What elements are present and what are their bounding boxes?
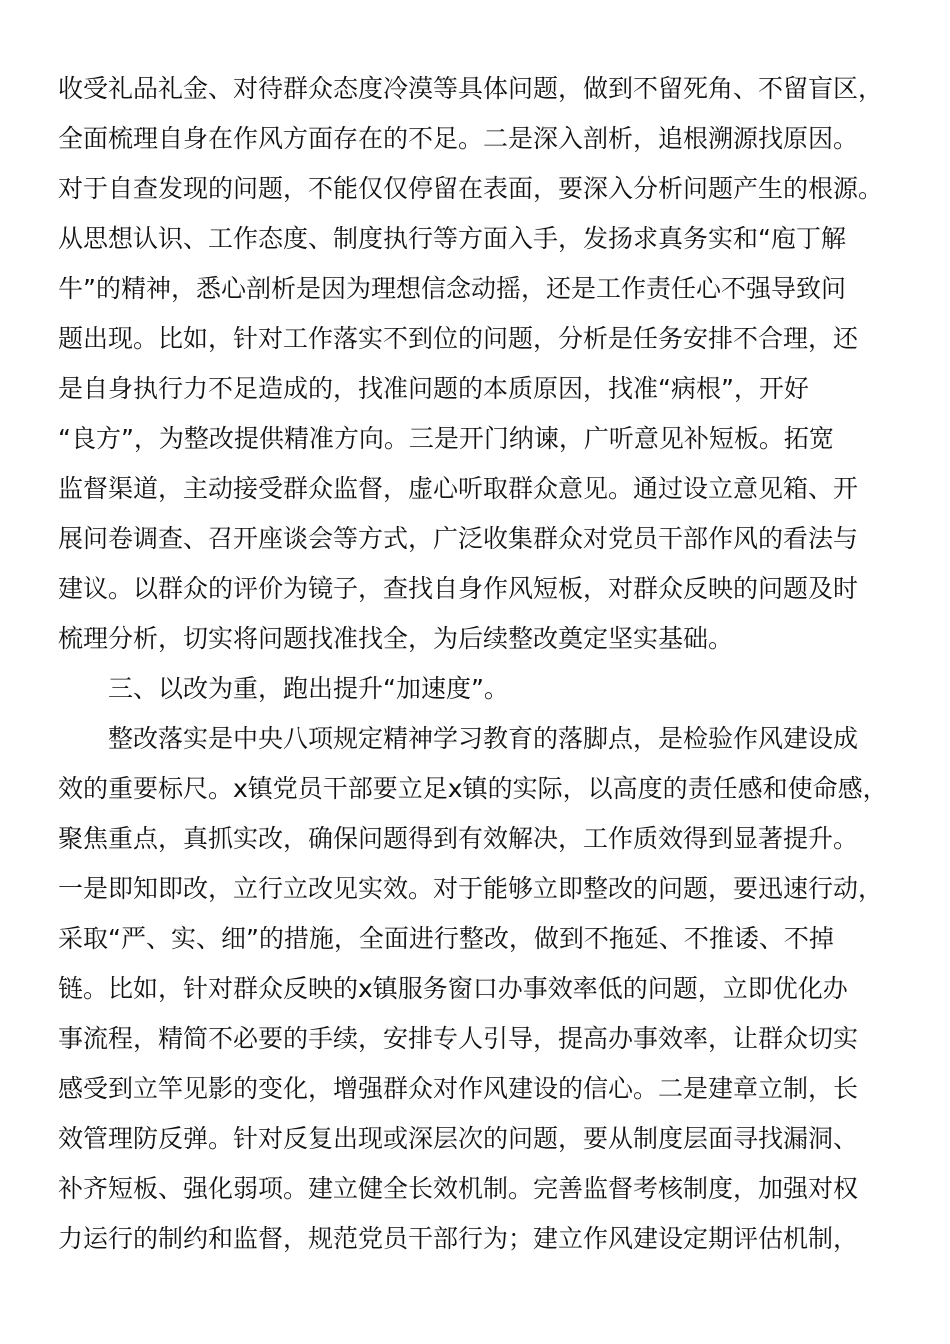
text-line: 效的重要标尺。x镇党员干部要立足x镇的实际，以高度的责任感和使命感， [58,774,888,803]
text-line: 梳理分析，切实将问题找准找全，为后续整改奠定坚实基础。 [58,624,734,653]
text-line: 牛”的精神，悉心剖析是因为理想信念动摇，还是工作责任心不强导致问 [58,274,846,303]
text-line: 聚焦重点，真抓实改，确保问题得到有效解决，工作质效得到显著提升。 [58,824,859,853]
text-line: 建议。以群众的评价为镜子，查找自身作风短板，对群众反映的问题及时 [58,574,859,603]
text-line: “良方”，为整改提供精准方向。三是开门纳谏，广听意见补短板。拓宽 [58,424,834,453]
text-line: 效管理防反弹。针对反复出现或深层次的问题，要从制度层面寻找漏洞、 [58,1124,859,1153]
text-line: 力运行的制约和监督，规范党员干部行为；建立作风建设定期评估机制， [58,1224,859,1253]
text-line: 从思想认识、工作态度、制度执行等方面入手，发扬求真务实和“庖丁解 [58,224,846,253]
text-line: 链。比如，针对群众反映的x镇服务窗口办事效率低的问题，立即优化办 [58,974,848,1003]
text-line: 三、以改为重，跑出提升“加速度”。 [58,674,509,703]
text-line: 一是即知即改，立行立改见实效。对于能够立即整改的问题，要迅速行动， [58,874,884,903]
text-line: 事流程，精简不必要的手续，安排专人引导，提高办事效率，让群众切实 [58,1024,859,1053]
text-line: 收受礼品礼金、对待群众态度冷漠等具体问题，做到不留死角、不留盲区， [58,74,884,103]
text-line: 对于自查发现的问题，不能仅仅停留在表面，要深入分析问题产生的根源。 [58,174,884,203]
text-line: 监督渠道，主动接受群众监督，虚心听取群众意见。通过设立意见箱、开 [58,474,859,503]
text-line: 全面梳理自身在作风方面存在的不足。二是深入剖析，追根溯源找原因。 [58,124,859,153]
text-line: 感受到立竿见影的变化，增强群众对作风建设的信心。二是建章立制，长 [58,1074,859,1103]
document-body [58,64,918,1264]
text-line: 是自身执行力不足造成的，找准问题的本质原因，找准“病根”，开好 [58,374,809,403]
text-line: 展问卷调查、召开座谈会等方式，广泛收集群众对党员干部作风的看法与 [58,524,859,553]
text-line: 采取“严、实、细”的措施，全面进行整改，做到不拖延、不推诿、不掉 [58,924,834,953]
text-line: 补齐短板、强化弱项。建立健全长效机制。完善监督考核制度，加强对权 [58,1174,859,1203]
text-line: 整改落实是中央八项规定精神学习教育的落脚点，是检验作风建设成 [58,724,859,753]
text-line: 题出现。比如，针对工作落实不到位的问题，分析是任务安排不合理，还 [58,324,859,353]
